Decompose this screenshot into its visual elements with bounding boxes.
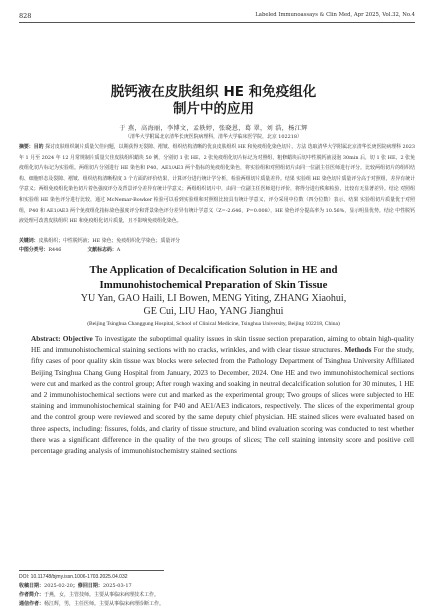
revised-date: 2025-03-17 <box>102 583 132 589</box>
keywords-label: 关键词： <box>19 238 39 244</box>
corresponding-label: 通信作者： <box>19 601 45 607</box>
corresponding-text: 杨江辉，男，主任医师。主要从事临床病理诊断工作。 <box>44 601 165 607</box>
header-divider <box>19 22 415 23</box>
corresponding-author <box>19 600 415 609</box>
received-date: 2025-02-20 <box>44 583 73 589</box>
keywords-text: 皮肤组织；中性脱钙液；HE 染色；免疫组织化学染色；质量评分 <box>38 238 181 244</box>
chinese-abstract <box>19 142 415 227</box>
doc-code-value: A <box>116 247 121 253</box>
doc-code-label: 文献标志码： <box>87 247 117 253</box>
revised-label: ；修回日期： <box>72 583 103 589</box>
english-abstract-methods: For the study, fifty cases of poor quality skin tissue wax blocks were selected from the Pathology Department of Tsinghua University Affiliated Beijing Tsinghua Chang Gung Hospital from January, 2023 to December, 2024. One HE and two immunohistochemical sections were cut and marked as the control group; After rough waxing and soaking in neutral decalcification solution for 30 minutes, 1 HE and 2 immunohistochemical sections were cut and marked as the experimental group; Two groups of slices were subjected to HE staining and immunohistochemical staining for P40 and AE1/AE3 indicators, respectively. The slices of the experimental group and the control group were reviewed and scored by the same deputy chief physician. HE stained slices were evaluated based on three aspects, including: fissures, folds, and clarity of tissue structure, and blind evaluation scoring was conducted to test whether there was a significant difference in the quality of the two groups of slices; The cell staining intensity score and positive cell percentage grading analysis of immunohistochemistry stained sections <box>31 345 414 456</box>
dates-line <box>19 582 415 591</box>
english-authors-line-1: YU Yan, GAO Haili, LI Bowen, MENG Yiting, ZHANG Xiaohui, <box>80 293 347 304</box>
author-intro-text: 于燕，女，主管技师。主要从事临床病理技术工作。 <box>44 592 160 598</box>
page-number: 828 <box>19 12 32 20</box>
english-authors-line-2: GE Cui, LIU Hao, YANG Jianghui <box>143 306 284 317</box>
english-abstract <box>31 333 414 456</box>
chinese-keywords <box>19 237 415 245</box>
chinese-authors: 于 燕，高海丽，李博文，孟轶婷，张晓恩，葛 翠，刘 浩，杨江辉 <box>119 125 308 132</box>
english-methods-label: Methods <box>344 345 372 355</box>
received-label: 收稿日期： <box>19 583 45 589</box>
chinese-title-line-2: 制片中的应用 <box>173 101 254 117</box>
author-intro <box>19 591 415 600</box>
doi: DOI: 10.11748/bjmy.issn.1006-1703.2025.04.032 <box>19 574 128 580</box>
journal-header: Labeled Immunoassays & Clin Med, Apr 2025, Vol.32, No.4 <box>255 12 415 18</box>
english-affiliation: (Beijing Tsinghua Changgung Hospital, School of Clinical Medicine, Tsinghua University, Beijing 102218, China) <box>87 321 340 327</box>
chinese-abstract-text: 探讨皮肤组织制片质量欠佳问题，以期获得无裂隙、褶皱、组织结构清晰的优良皮肤组织 HE 和免疫组化染色切片。方法 选取清华大学附属北京清华长庚医院病理科 2023 年 1 月至 2024 年 12 月常规制片质量欠佳皮肤组织蜡块 50 例，分别切 1 张 HE、2 张免疫组化切片标记为对照组，粗修蜡块后切中性脱钙液浸泡 30min 后，切 1 张 HE、2 张免疫组化切片标记为实验组。两组切片分别进行 HE 染色和 P40、AE1/AE3 两个指标的免疫组化染色，将实验组和对照组切片由同一位副主任医师进行评分。比较两组切片的组织结构、细胞形态及裂隙、褶皱、组织结构清晰程度 3 个方面的评价结果，计算评分进行统计学分析，检验两组切片质量差异。结果 实验组 HE 染色切片质量评分高于对照组，差异有统计学意义；两组免疫组化染色切片着色强度评分及背景评分差异有统计学意义；两组组织切片中，由同一位副主任医师进行评价，将得分进行秩和检验，比较有无显著差异。结论 对照组和实验组 HE 染色评分进行比较，通过 McNemar-Bowker 检验可以看到实验组和对照组比较具有统计学意义，评分采用中位数（四分位数）表示。结果 实验组切片质量优于对照组，P40 和 AE1/AE3 两个免疫组化指标染色强度评分和背景染色评分差异有统计学意义（Z=-2.646，P=0.008），HE 染色评分提高率为 10.56%，显示明显优势。结论 中性脱钙液处理可改善皮肤组织 HE 和免疫组化切片质量，且不影响免疫组化染色。 <box>19 144 415 225</box>
chinese-abstract-label: 摘要：目的 <box>19 144 44 150</box>
footnote-divider <box>19 570 164 571</box>
clc-label: 中图分类号： <box>19 247 49 253</box>
chinese-title-line-1: 脱钙液在皮肤组织 HE 和免疫组化 <box>110 84 317 100</box>
english-title-line-1: The Application of Decalcification Solution in HE and <box>89 264 338 276</box>
author-intro-label: 作者简介： <box>19 592 45 598</box>
clc-value: R446 <box>48 247 62 253</box>
english-title-line-2: Immunohistochemical Preparation of Skin Tissue <box>99 279 328 291</box>
footnotes <box>19 573 415 609</box>
english-abstract-label: Abstract: Objective <box>31 334 93 343</box>
classification-line <box>19 246 415 253</box>
english-abstract-objective: To investigate the suboptimal quality issues in skin tissue section preparation, aiming to obtain high-quality HE and immunohistochemical staining sections with no cracks, wrinkles, and with clear tissue structures. <box>31 334 414 355</box>
chinese-affiliation: （清华大学附属北京清华长庚医院病理科，清华大学临床医学院，北京 102218） <box>125 134 302 140</box>
